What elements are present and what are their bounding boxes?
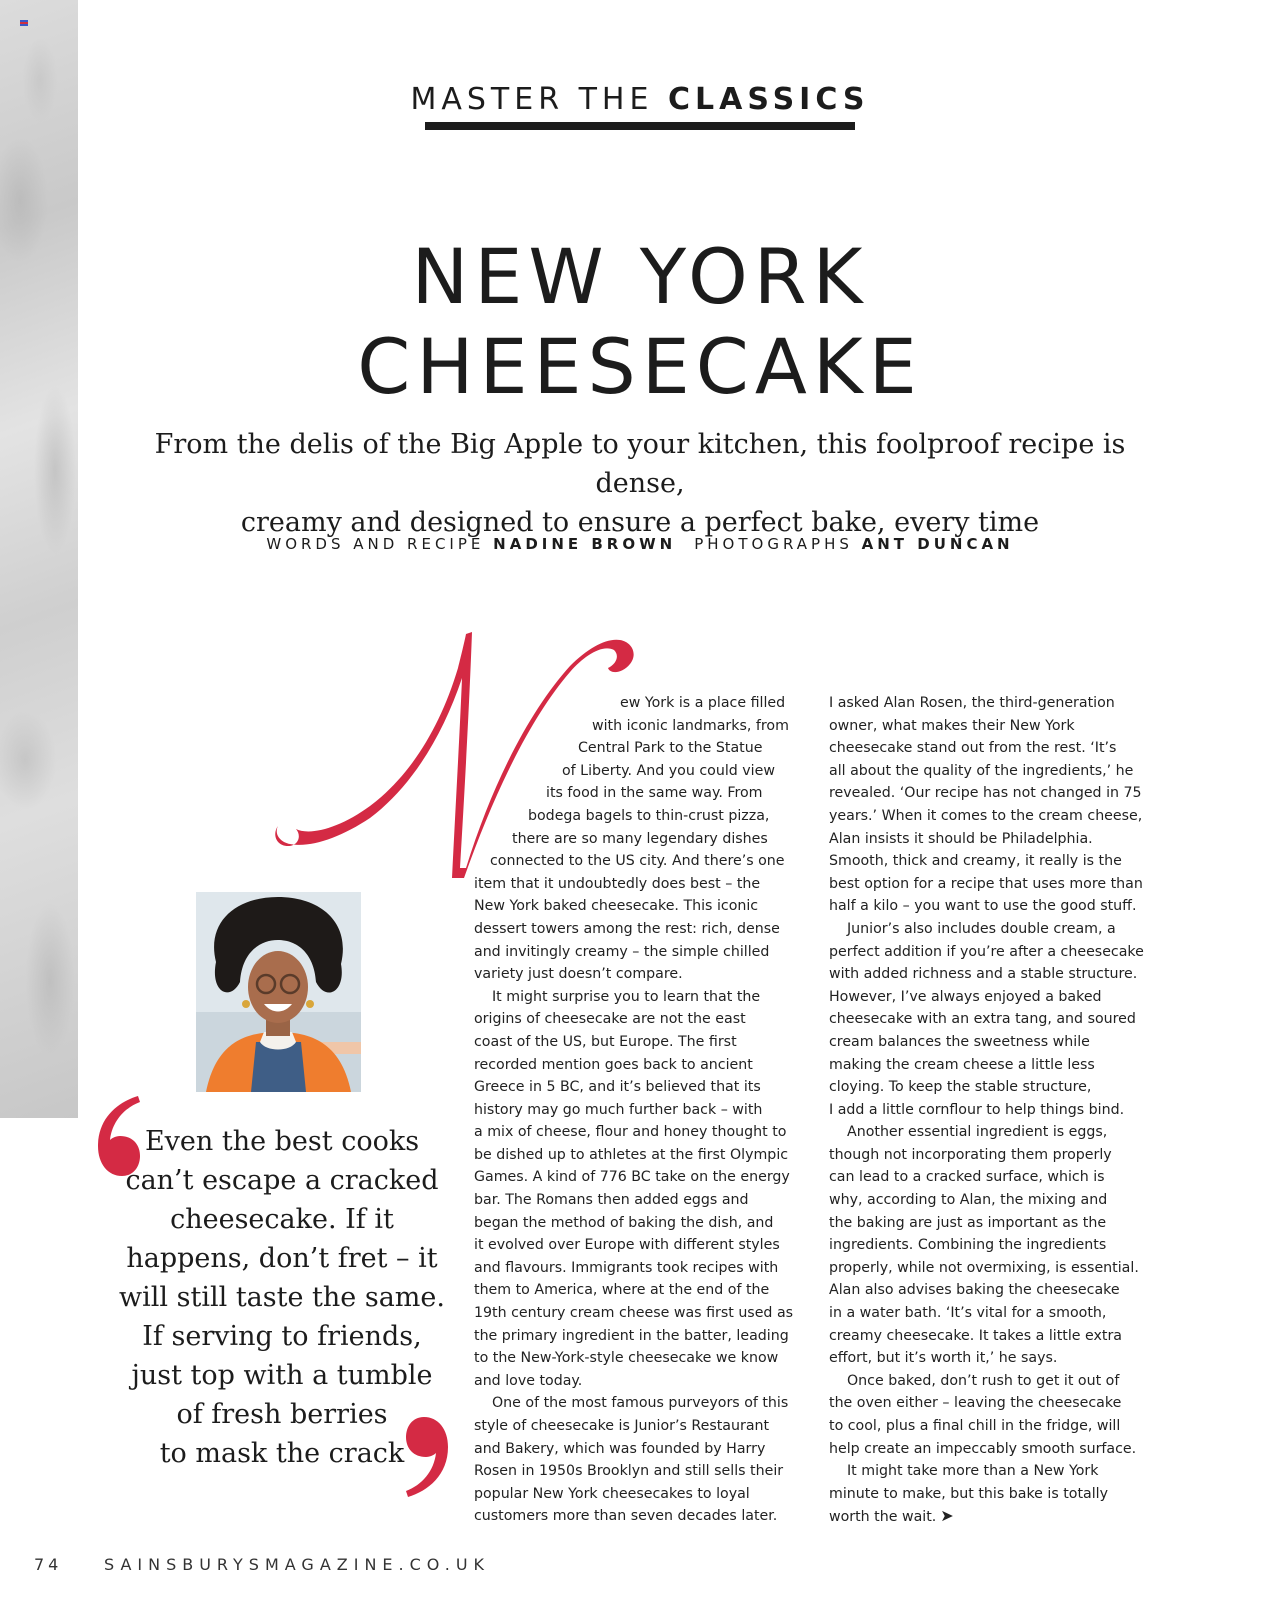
body-line: owner, what makes their New York [829,717,1075,734]
words-label: WORDS AND RECIPE [266,535,494,553]
body-line: and love today. [474,1372,583,1389]
body-line: revealed. ‘Our recipe has not changed in 75 [829,785,1142,802]
body-line-last [829,1505,1169,1529]
headline-line-1: NEW YORK [411,232,869,321]
kicker-underline [425,122,855,130]
body-line: It might take more than a New York [847,1463,1099,1480]
body-line: be dished up to athletes at the first Olympic [474,1146,789,1163]
headline-line-2: CHEESECAKE [357,322,923,411]
pull-quote-line: of fresh berries [176,1399,388,1430]
pull-quote-line: cheesecake. If it [170,1204,394,1235]
body-line: began the method of baking the dish, and [474,1214,774,1231]
body-line: the primary ingredient in the batter, leading [474,1327,789,1344]
standfirst-line-1: From the delis of the Big Apple to your kitchen, this foolproof recipe is dense, [154,429,1126,499]
body-line: it evolved over Europe with different styles [474,1237,780,1254]
body-line: Smooth, thick and creamy, it really is the [829,853,1122,870]
pull-quote [112,1122,452,1473]
body-line-text: worth the wait. [829,1509,937,1526]
body-line: recorded mention goes back to ancient [474,1056,753,1073]
arrow-right-icon[interactable]: ➤ [940,1506,954,1526]
body-line: Games. A kind of 776 BC take on the energy [474,1169,790,1186]
body-line: However, I’ve always enjoyed a baked [829,988,1102,1005]
author-name: NADINE BROWN [493,535,677,553]
body-line: Alan insists it should be Philadelphia. [829,830,1093,847]
body-line: variety just doesn’t compare. [474,966,683,983]
body-line: history may go much further back – with [474,1101,763,1118]
body-line: years.’ When it comes to the cream cheese, [829,807,1143,824]
body-line: perfect addition if you’re after a cheesecake [829,943,1144,960]
standfirst [120,425,1160,542]
body-line: Once baked, don’t rush to get it out of [847,1372,1120,1389]
body-line: coast of the US, but Europe. The first [474,1033,737,1050]
body-line: in a water bath. ‘It’s vital for a smooth, [829,1305,1107,1322]
body-line: style of cheesecake is Junior’s Restaurant [474,1418,770,1434]
body-line: origins of cheesecake are not the east [474,1011,746,1028]
pull-quote-line: just top with a tumble [131,1360,433,1391]
article-column-2 [829,692,1169,1529]
pull-quote-line: Even the best cooks [144,1126,420,1157]
article-column-1 [474,692,814,1528]
body-line: though not incorporating them properly [829,1146,1112,1163]
body-line: item that it undoubtedly does best – the [474,875,761,892]
body-line: minute to make, but this bake is totally [829,1485,1109,1502]
body-line: all about the quality of the ingredients,’ he [829,762,1134,779]
body-line: properly, while not overmixing, is essential. [829,1259,1139,1276]
body-line: can lead to a cracked surface, which is [829,1169,1105,1186]
photo-label: PHOTOGRAPHS [694,535,862,553]
author-photo [196,892,361,1092]
photographer-name: ANT DUNCAN [861,535,1014,553]
body-line: effort, but it’s worth it,’ he says. [829,1350,1058,1367]
pull-quote-line: can’t escape a cracked [125,1165,439,1196]
pull-quote-line: If serving to friends, [142,1321,422,1352]
pull-quote-line: will still taste the same. [119,1282,445,1313]
page-number: 74 [34,1555,63,1574]
body-line: ew York is a place filled [620,695,786,711]
kicker-light: MASTER THE [410,82,668,117]
body-line: Central Park to the Statue [578,740,763,757]
body-line: connected to the US city. And there’s one [490,853,785,870]
body-line: best option for a recipe that uses more than [829,875,1143,892]
body-line: making the cream cheese a little less [829,1056,1095,1073]
body-line: a mix of cheese, flour and honey thought to [474,1124,787,1141]
body-line: with added richness and a stable structure. [829,966,1138,983]
kicker-bold: CLASSICS [667,82,870,117]
body-line: cloying. To keep the stable structure, [829,1079,1092,1096]
body-line: I add a little cornflour to help things bind. [829,1101,1125,1118]
body-line: I asked Alan Rosen, the third-generation [829,695,1115,711]
body-line: dessert towers among the rest: rich, dense [474,920,780,937]
standfirst-line-2: creamy and designed to ensure a perfect bake, every time [240,507,1040,538]
body-line: the baking are just as important as the [829,1214,1107,1231]
body-line: customers more than seven decades later. [474,1508,778,1525]
body-line: and flavours. Immigrants took recipes with [474,1259,779,1276]
body-line: cheesecake stand out from the rest. ‘It’s [829,740,1117,757]
body-line: Rosen in 1950s Brooklyn and still sells their [474,1463,784,1480]
body-line: cheesecake with an extra tang, and soured [829,1011,1136,1028]
body-line: bodega bagels to thin-crust pizza, [528,807,770,824]
body-line: Junior’s also includes double cream, a [847,920,1116,937]
body-line: Alan also advises baking the cheesecake [829,1282,1120,1299]
body-line: and Bakery, which was founded by Harry [474,1440,766,1457]
body-line: and invitingly creamy – the simple chilled [474,943,770,960]
marble-background [0,0,78,1118]
pull-quote-line: happens, don’t fret – it [126,1243,438,1274]
body-line: creamy cheesecake. It takes a little extra [829,1327,1123,1344]
body-line: the oven either – leaving the cheesecake [829,1395,1122,1412]
corner-mark [20,20,28,26]
body-line: bar. The Romans then added eggs and [474,1192,749,1209]
body-line: to the New-York-style cheesecake we know [474,1350,779,1367]
body-line: of Liberty. And you could view [562,762,775,779]
body-line: help create an impeccably smooth surface. [829,1440,1137,1457]
byline [0,535,1280,553]
body-line: there are so many legendary dishes [512,830,768,847]
body-line: to cool, plus a final chill in the fridge, will [829,1418,1121,1434]
body-line: half a kilo – you want to use the good stuff. [829,898,1137,915]
pull-quote-line: to mask the crack [159,1438,405,1469]
body-line: New York baked cheesecake. This iconic [474,898,759,915]
body-line: One of the most famous purveyors of this [492,1395,789,1412]
body-line: them to America, where at the end of the [474,1282,770,1299]
body-line: with iconic landmarks, from [592,717,789,734]
body-line: Greece in 5 BC, and it’s believed that its [474,1079,761,1096]
body-line: 19th century cream cheese was first used as [474,1305,794,1322]
body-line: Another essential ingredient is eggs, [847,1124,1108,1141]
body-line: why, according to Alan, the mixing and [829,1192,1108,1209]
body-line: its food in the same way. From [546,785,763,802]
site-url[interactable]: SAINSBURYSMAGAZINE.CO.UK [104,1555,491,1574]
body-line: cream balances the sweetness while [829,1033,1090,1050]
body-line: It might surprise you to learn that the [492,988,761,1005]
body-line: popular New York cheesecakes to loyal [474,1485,750,1502]
body-line: ingredients. Combining the ingredients [829,1237,1107,1254]
section-kicker [0,82,1280,117]
